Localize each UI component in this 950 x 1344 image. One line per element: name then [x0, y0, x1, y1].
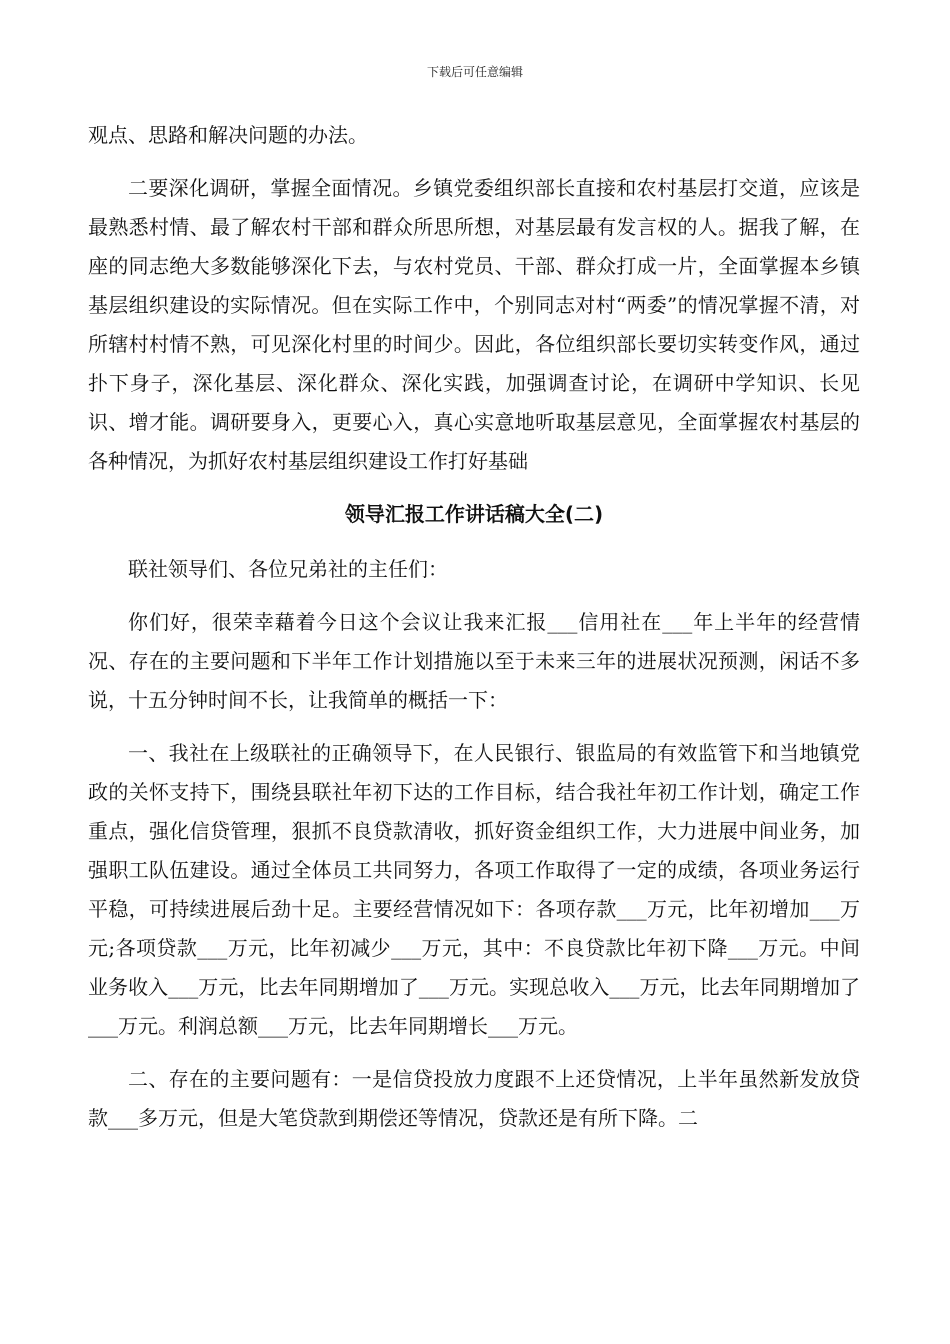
section-title: 领导汇报工作讲话稿大全(二): [344, 502, 604, 526]
document-body: [88, 116, 860, 1152]
paragraph-deepen-research: 二要深化调研，掌握全面情况。乡镇党委组织部长直接和农村基层打交道，应该是最熟悉村情、最了解农村干部和群众所思所想，对基层最有发言权的人。据我了解，在座的同志绝大多数能够深化下去，与农村党员、干部、群众打成一片，全面掌握本乡镇基层组织建设的实际情况。但在实际工作中，个别同志对村“两委”的情况掌握不清，对所辖村村情不熟，可见深化村里的时间少。因此，各位组织部长要切实转变作风，通过扑下身子，深化基层、深化群众、深化实践，加强调查讨论，在调研中学知识、长见识、增才能。调研要身入，更要心入，真心实意地听取基层意见，全面掌握农村基层的各种情况，为抓好农村基层组织建设工作打好基础: [88, 176, 860, 473]
paragraph-problems: 二、存在的主要问题有：一是信贷投放力度跟不上还贷情况，上半年虽然新发放贷款___多万元，但是大笔贷款到期偿还等情况，贷款还是有所下降。二: [88, 1067, 860, 1130]
paragraph-greeting: 你们好，很荣幸藉着今日这个会议让我来汇报___信用社在___年上半年的经营情况、存在的主要问题和下半年工作计划措施以至于未来三年的进展状况预测，闲话不多说，十五分钟时间不长，让我简单的概括一下：: [88, 610, 860, 712]
paragraph-operations: 一、我社在上级联社的正确领导下，在人民银行、银监局的有效监管下和当地镇党政的关怀支持下，围绕县联社年初下达的工作目标，结合我社年初工作计划，确定工作重点，强化信贷管理，狠抓不良贷款清收，抓好资金组织工作，大力进展中间业务，加强职工队伍建设。通过全体员工共同努力，各项工作取得了一定的成绩，各项业务运行平稳，可持续进展后劲十足。主要经营情况如下：各项存款___万元，比年初增加___万元;各项贷款___万元，比年初减少___万元，其中：不良贷款比年初下降___万元。中间业务收入___万元，比去年同期增加了___万元。实现总收入___万元，比去年同期增加了___万元。利润总额___万元，比去年同期增长___万元。: [88, 741, 860, 1038]
page-header: 下载后可任意编辑: [426, 65, 523, 79]
paragraph-salutation: 联社领导们、各位兄弟社的主任们：: [128, 557, 448, 581]
paragraph-continuation: 观点、思路和解决问题的办法。: [88, 123, 368, 147]
